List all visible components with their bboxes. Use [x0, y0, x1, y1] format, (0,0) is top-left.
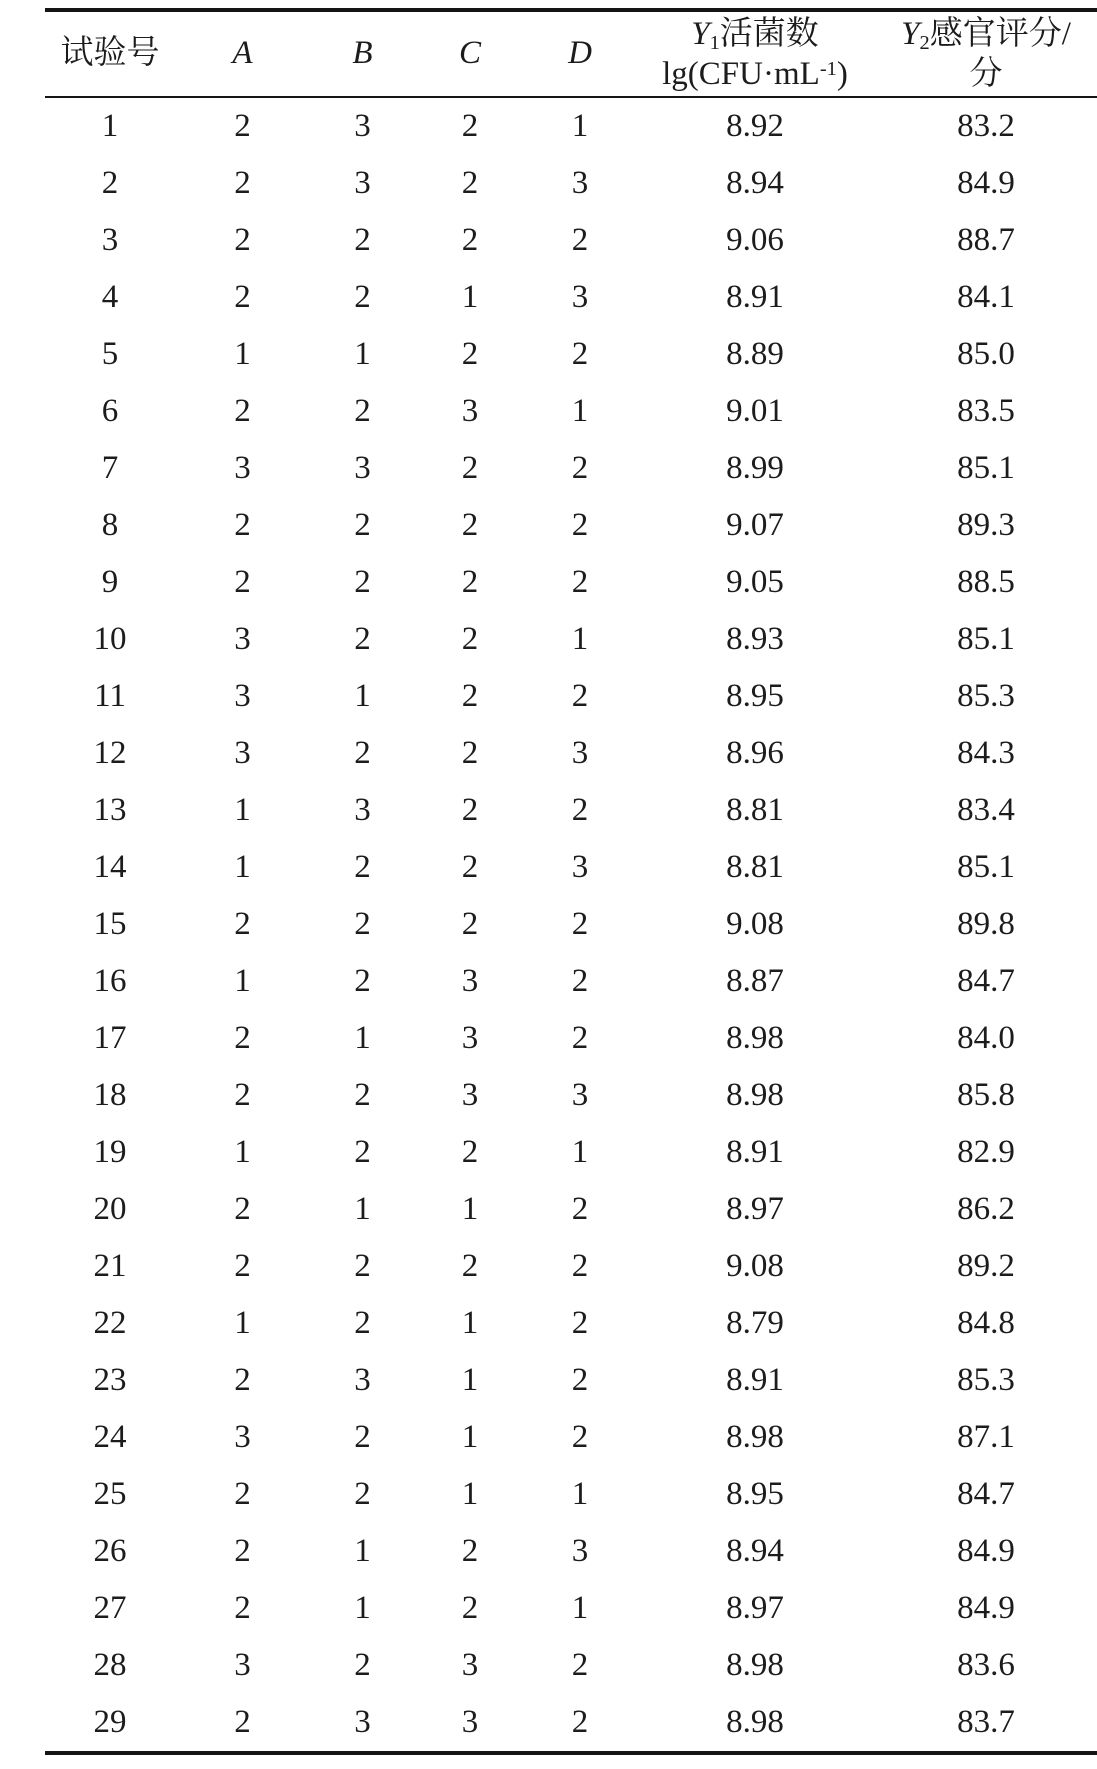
y1-title: 活菌数	[719, 15, 819, 52]
cell-factor-d: 1	[571, 1134, 589, 1170]
table-row	[45, 383, 1097, 440]
cell-factor-b: 2	[354, 621, 371, 657]
table-row	[45, 326, 1097, 383]
cell-trial-no: 25	[93, 1476, 127, 1512]
cell-y1-value: 8.98	[726, 1704, 784, 1740]
factor-a-label: A	[232, 35, 253, 72]
cell-y1-value: 8.89	[726, 336, 784, 372]
cell-y1-value: 8.97	[726, 1590, 784, 1626]
cell-factor-c: 3	[461, 1647, 479, 1683]
cell-y1-value: 8.93	[726, 621, 784, 657]
table-row	[45, 1694, 1097, 1753]
y2-title: 感官评分/	[929, 15, 1071, 52]
cell-factor-c: 2	[461, 450, 479, 486]
table-row	[45, 1238, 1097, 1295]
cell-factor-a: 2	[234, 222, 251, 258]
cell-factor-b: 3	[354, 450, 371, 486]
cell-y2-value: 84.0	[957, 1020, 1015, 1056]
cell-y2-value: 85.3	[957, 1362, 1015, 1398]
y1-unit-pre: lg(CFU·mL	[662, 56, 820, 92]
cell-y1-value: 8.91	[726, 1362, 784, 1398]
cell-factor-c: 3	[461, 1020, 479, 1056]
cell-trial-no: 19	[93, 1134, 127, 1170]
cell-y1-value: 8.98	[726, 1647, 784, 1683]
cell-y1-value: 8.79	[726, 1305, 784, 1341]
cell-y1-value: 8.97	[726, 1191, 784, 1227]
table-row	[45, 212, 1097, 269]
cell-factor-d: 1	[571, 621, 589, 657]
cell-factor-b: 1	[354, 1533, 371, 1569]
cell-trial-no: 13	[93, 792, 127, 828]
cell-y2-value: 84.3	[957, 735, 1015, 771]
cell-y2-value: 89.2	[957, 1248, 1015, 1284]
cell-y1-value: 8.94	[726, 165, 784, 201]
table-row	[45, 1409, 1097, 1466]
cell-factor-d: 1	[571, 393, 589, 429]
cell-factor-d: 3	[571, 165, 589, 201]
cell-y2-value: 88.7	[957, 222, 1015, 258]
cell-factor-a: 2	[234, 1077, 251, 1113]
cell-factor-d: 2	[571, 906, 589, 942]
cell-factor-c: 1	[461, 1419, 479, 1455]
cell-y2-value: 85.1	[957, 450, 1015, 486]
y1-header-title-line	[635, 14, 875, 54]
cell-y2-value: 85.0	[957, 336, 1015, 372]
cell-factor-c: 2	[461, 165, 479, 201]
cell-factor-c: 1	[461, 1476, 479, 1512]
cell-factor-d: 1	[571, 1476, 589, 1512]
cell-y1-value: 9.05	[726, 564, 784, 600]
cell-trial-no: 29	[93, 1704, 127, 1740]
cell-factor-d: 2	[571, 564, 589, 600]
cell-factor-a: 2	[234, 165, 251, 201]
cell-trial-no: 4	[101, 279, 119, 315]
table-row	[45, 782, 1097, 839]
col-header-y1-viable-count	[635, 10, 875, 97]
cell-factor-d: 2	[571, 450, 589, 486]
cell-factor-b: 1	[354, 1020, 371, 1056]
cell-factor-a: 2	[234, 1590, 251, 1626]
y1-unit-post: )	[836, 56, 848, 92]
cell-trial-no: 7	[101, 450, 119, 486]
cell-factor-a: 3	[234, 1647, 251, 1683]
cell-factor-c: 3	[461, 1704, 479, 1740]
cell-trial-no: 28	[93, 1647, 127, 1683]
cell-factor-a: 1	[234, 1134, 251, 1170]
cell-factor-b: 3	[354, 1704, 371, 1740]
cell-trial-no: 14	[93, 849, 127, 885]
cell-factor-c: 2	[461, 222, 479, 258]
cell-factor-d: 2	[571, 678, 589, 714]
col-header-y2-sensory-score	[875, 10, 1097, 97]
cell-factor-b: 1	[354, 1590, 371, 1626]
cell-y2-value: 85.1	[957, 621, 1015, 657]
factor-b-label: B	[352, 35, 373, 72]
cell-factor-b: 3	[354, 1362, 371, 1398]
cell-factor-c: 2	[461, 621, 479, 657]
cell-y2-value: 83.7	[957, 1704, 1015, 1740]
cell-trial-no: 21	[93, 1248, 127, 1284]
table-row	[45, 1067, 1097, 1124]
cell-y1-value: 8.95	[726, 1476, 784, 1512]
cell-trial-no: 15	[93, 906, 127, 942]
y2-unit: 分	[969, 56, 1003, 92]
cell-factor-a: 3	[234, 1419, 251, 1455]
cell-y1-value: 8.91	[726, 1134, 784, 1170]
cell-y2-value: 84.9	[957, 1533, 1015, 1569]
table-row	[45, 1523, 1097, 1580]
cell-factor-b: 1	[354, 678, 371, 714]
cell-factor-c: 2	[461, 906, 479, 942]
cell-y1-value: 8.92	[726, 108, 784, 144]
cell-factor-d: 2	[571, 1020, 589, 1056]
cell-factor-d: 2	[571, 1248, 589, 1284]
cell-factor-d: 2	[571, 1305, 589, 1341]
cell-factor-b: 2	[354, 393, 371, 429]
cell-factor-c: 2	[461, 678, 479, 714]
cell-y2-value: 84.9	[957, 1590, 1015, 1626]
cell-factor-b: 2	[354, 222, 371, 258]
table-row	[45, 155, 1097, 212]
col-header-factor-b	[310, 10, 415, 97]
cell-factor-a: 3	[234, 735, 251, 771]
cell-y1-value: 9.08	[726, 1248, 784, 1284]
cell-factor-b: 1	[354, 1191, 371, 1227]
cell-factor-c: 2	[461, 1134, 479, 1170]
cell-factor-c: 2	[461, 507, 479, 543]
cell-y1-value: 9.01	[726, 393, 784, 429]
cell-factor-d: 2	[571, 1419, 589, 1455]
cell-y2-value: 83.6	[957, 1647, 1015, 1683]
cell-factor-b: 2	[354, 1134, 371, 1170]
table-row	[45, 1124, 1097, 1181]
cell-y1-value: 8.87	[726, 963, 784, 999]
cell-y2-value: 86.2	[957, 1191, 1015, 1227]
table-row	[45, 497, 1097, 554]
table-row	[45, 1352, 1097, 1409]
cell-trial-no: 5	[101, 336, 119, 372]
cell-factor-d: 3	[571, 1533, 589, 1569]
table-row	[45, 896, 1097, 953]
cell-y1-value: 9.08	[726, 906, 784, 942]
table-row	[45, 725, 1097, 782]
y1-unit-superscript: -1	[819, 57, 837, 80]
cell-factor-b: 2	[354, 564, 371, 600]
cell-trial-no: 17	[93, 1020, 127, 1056]
y2-header-title-line	[875, 14, 1097, 54]
table-body	[45, 97, 1097, 1753]
cell-y1-value: 8.98	[726, 1020, 784, 1056]
cell-factor-a: 2	[234, 279, 251, 315]
cell-trial-no: 1	[101, 108, 119, 144]
cell-trial-no: 12	[93, 735, 127, 771]
cell-trial-no: 2	[101, 165, 119, 201]
cell-y1-value: 9.06	[726, 222, 784, 258]
cell-factor-a: 2	[234, 1191, 251, 1227]
cell-factor-a: 2	[234, 1533, 251, 1569]
cell-factor-d: 3	[571, 1077, 589, 1113]
table-row	[45, 1010, 1097, 1067]
table-row	[45, 1580, 1097, 1637]
cell-factor-a: 1	[234, 849, 251, 885]
cell-factor-c: 2	[461, 792, 479, 828]
cell-trial-no: 11	[94, 678, 126, 714]
cell-factor-b: 2	[354, 1419, 371, 1455]
cell-factor-b: 2	[354, 963, 371, 999]
cell-trial-no: 6	[101, 393, 119, 429]
cell-trial-no: 16	[93, 963, 127, 999]
orthogonal-experiment-results-table	[45, 8, 1097, 1755]
cell-trial-no: 9	[101, 564, 119, 600]
cell-y2-value: 84.7	[957, 1476, 1015, 1512]
cell-trial-no: 20	[93, 1191, 127, 1227]
cell-y1-value: 8.98	[726, 1077, 784, 1113]
cell-factor-a: 2	[234, 1704, 251, 1740]
cell-y2-value: 87.1	[957, 1419, 1015, 1455]
cell-y2-value: 88.5	[957, 564, 1015, 600]
cell-y1-value: 8.91	[726, 279, 784, 315]
cell-factor-b: 2	[354, 1647, 371, 1683]
cell-y1-value: 8.99	[726, 450, 784, 486]
table-header-row	[45, 10, 1097, 97]
cell-factor-d: 1	[571, 1590, 589, 1626]
cell-factor-c: 2	[461, 108, 479, 144]
cell-y2-value: 84.9	[957, 165, 1015, 201]
cell-factor-d: 2	[571, 1704, 589, 1740]
cell-trial-no: 27	[93, 1590, 127, 1626]
table-row	[45, 554, 1097, 611]
table-row	[45, 1295, 1097, 1352]
cell-factor-a: 2	[234, 1020, 251, 1056]
table-row	[45, 97, 1097, 155]
cell-factor-b: 2	[354, 1476, 371, 1512]
cell-factor-a: 1	[234, 1305, 251, 1341]
cell-factor-a: 3	[234, 678, 251, 714]
cell-factor-d: 3	[571, 849, 589, 885]
col-header-factor-d	[525, 10, 635, 97]
cell-factor-a: 2	[234, 1248, 251, 1284]
cell-factor-b: 2	[354, 279, 371, 315]
cell-factor-a: 2	[234, 108, 251, 144]
cell-y2-value: 89.8	[957, 906, 1015, 942]
cell-factor-d: 2	[571, 792, 589, 828]
cell-factor-c: 2	[461, 1533, 479, 1569]
cell-y2-value: 83.2	[957, 108, 1015, 144]
cell-factor-c: 2	[461, 735, 479, 771]
y2-symbol: Y	[901, 15, 920, 52]
table-row	[45, 269, 1097, 326]
cell-y2-value: 85.8	[957, 1077, 1015, 1113]
cell-y2-value: 83.4	[957, 792, 1015, 828]
cell-y2-value: 85.1	[957, 849, 1015, 885]
cell-factor-c: 2	[461, 1590, 479, 1626]
y1-symbol: Y	[691, 15, 710, 52]
table-row	[45, 611, 1097, 668]
cell-factor-d: 2	[571, 507, 589, 543]
y2-subscript: 2	[919, 31, 930, 54]
cell-factor-c: 3	[461, 393, 479, 429]
table-row	[45, 1466, 1097, 1523]
cell-factor-d: 2	[571, 222, 589, 258]
cell-y2-value: 84.8	[957, 1305, 1015, 1341]
cell-factor-a: 1	[234, 792, 251, 828]
cell-trial-no: 23	[93, 1362, 127, 1398]
cell-factor-c: 1	[461, 1191, 479, 1227]
cell-trial-no: 22	[93, 1305, 127, 1341]
y2-header-unit-line	[875, 54, 1097, 94]
cell-factor-b: 2	[354, 1305, 371, 1341]
cell-factor-c: 2	[461, 564, 479, 600]
cell-factor-a: 2	[234, 1476, 251, 1512]
cell-y2-value: 85.3	[957, 678, 1015, 714]
cell-y2-value: 82.9	[957, 1134, 1015, 1170]
cell-trial-no: 8	[101, 507, 119, 543]
cell-factor-a: 2	[234, 393, 251, 429]
cell-factor-c: 3	[461, 963, 479, 999]
cell-y1-value: 8.95	[726, 678, 784, 714]
cell-factor-b: 2	[354, 906, 371, 942]
cell-factor-d: 3	[571, 279, 589, 315]
cell-y2-value: 84.1	[957, 279, 1015, 315]
cell-y1-value: 8.94	[726, 1533, 784, 1569]
col-header-factor-a	[175, 10, 310, 97]
cell-factor-b: 2	[354, 1248, 371, 1284]
cell-factor-a: 2	[234, 507, 251, 543]
table-row	[45, 440, 1097, 497]
cell-factor-a: 1	[234, 336, 251, 372]
cell-trial-no: 10	[93, 621, 127, 657]
y1-subscript: 1	[709, 31, 720, 54]
cell-factor-a: 2	[234, 564, 251, 600]
cell-factor-c: 2	[461, 336, 479, 372]
cell-factor-a: 3	[234, 621, 251, 657]
cell-factor-b: 2	[354, 849, 371, 885]
cell-factor-d: 3	[571, 735, 589, 771]
cell-factor-d: 2	[571, 336, 589, 372]
cell-trial-no: 3	[101, 222, 119, 258]
cell-factor-b: 3	[354, 165, 371, 201]
table-row	[45, 1181, 1097, 1238]
cell-factor-b: 2	[354, 507, 371, 543]
cell-factor-b: 2	[354, 1077, 371, 1113]
table-row	[45, 839, 1097, 896]
cell-factor-c: 2	[461, 1248, 479, 1284]
cell-factor-d: 1	[571, 108, 589, 144]
table-row	[45, 668, 1097, 725]
cell-y1-value: 8.98	[726, 1419, 784, 1455]
cell-factor-a: 2	[234, 1362, 251, 1398]
cell-factor-d: 2	[571, 1362, 589, 1398]
cell-y2-value: 84.7	[957, 963, 1015, 999]
col-header-trial-no	[45, 10, 175, 97]
cell-factor-b: 3	[354, 108, 371, 144]
cell-factor-d: 2	[571, 963, 589, 999]
cell-factor-d: 2	[571, 1191, 589, 1227]
factor-c-label: C	[458, 35, 481, 72]
cell-factor-b: 1	[354, 336, 371, 372]
cell-trial-no: 26	[93, 1533, 127, 1569]
cell-trial-no: 18	[93, 1077, 127, 1113]
table-row	[45, 1637, 1097, 1694]
cell-y1-value: 8.96	[726, 735, 784, 771]
cell-factor-c: 1	[461, 1362, 479, 1398]
cell-factor-c: 2	[461, 849, 479, 885]
cell-y2-value: 83.5	[957, 393, 1015, 429]
col-header-factor-c	[415, 10, 525, 97]
table-row	[45, 953, 1097, 1010]
cell-y1-value: 8.81	[726, 849, 784, 885]
cell-factor-a: 2	[234, 906, 251, 942]
cell-factor-c: 3	[461, 1077, 479, 1113]
cell-factor-d: 2	[571, 1647, 589, 1683]
factor-d-label: D	[568, 35, 592, 72]
cell-factor-a: 3	[234, 450, 251, 486]
cell-factor-a: 1	[234, 963, 251, 999]
cell-trial-no: 24	[93, 1419, 127, 1455]
cell-y2-value: 89.3	[957, 507, 1015, 543]
cell-factor-b: 3	[354, 792, 371, 828]
trial-no-label: 试验号	[60, 35, 160, 72]
cell-factor-c: 1	[461, 1305, 479, 1341]
y1-header-unit-line	[635, 54, 875, 94]
cell-factor-b: 2	[354, 735, 371, 771]
cell-y1-value: 8.81	[726, 792, 784, 828]
cell-y1-value: 9.07	[726, 507, 784, 543]
cell-factor-c: 1	[461, 279, 479, 315]
